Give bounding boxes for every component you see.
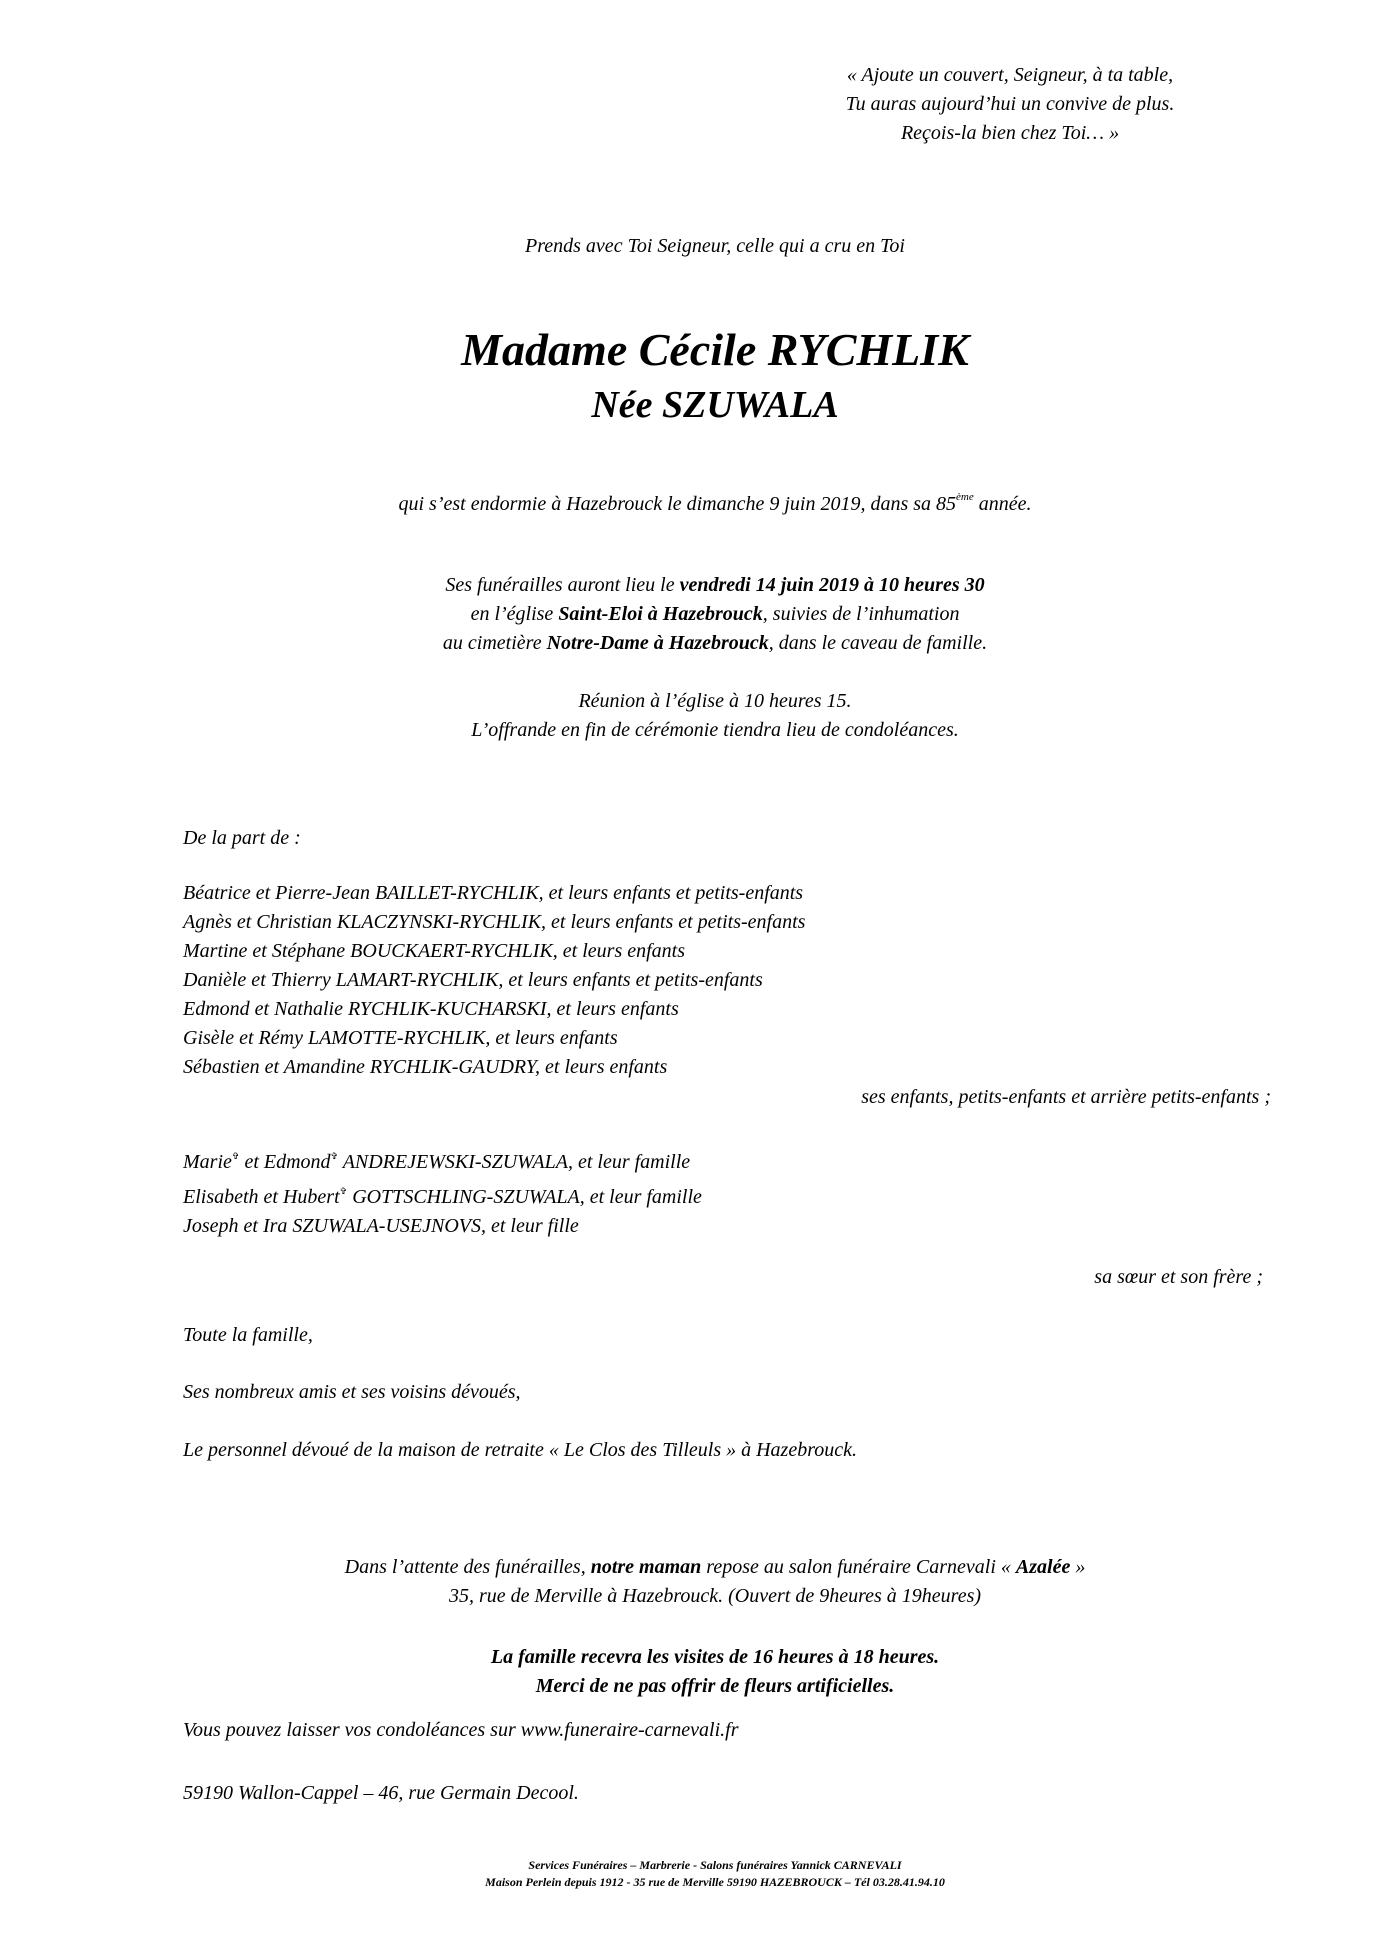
footer [0,1857,1378,1891]
condolences-line: Vous pouvez laisser vos condoléances sur www.funeraire-carnevali.fr [183,1719,739,1741]
maiden-name: Née SZUWALA [591,384,839,426]
family-entry: Edmond et Nathalie RYCHLIK-KUCHARSKI, et leurs enfants [183,998,679,1020]
funeral-line-cemetery [0,629,1378,658]
funeral-text: au cimetière [442,632,547,654]
prayer-line: Prends avec Toi Seigneur, celle qui a cru en Toi [525,235,905,257]
children-list [183,879,805,1082]
awaiting-line [0,1553,1378,1582]
quote-line: Reçois-la bien chez Toi… » [900,122,1120,144]
visits-details [0,1643,1378,1701]
awaiting-text: repose au salon funéraire Carnevali « [701,1556,1016,1578]
family-entry: Danièle et Thierry LAMART-RYCHLIK, et leurs enfants et petits-enfants [183,969,763,991]
address-line: 59190 Wallon-Cappel – 46, rue Germain Decool. [183,1782,579,1804]
children-summary: ses enfants, petits-enfants et arrière petits-enfants ; [861,1086,1271,1108]
siblings-list [183,1142,702,1241]
deceased-name: Madame Cécile RYCHLIK [461,324,969,375]
staff-line: Le personnel dévoué de la maison de retraite « Le Clos des Tilleuls » à Hazebrouck. [183,1439,857,1461]
quote-line: Tu auras aujourd’hui un convive de plus. [845,93,1175,115]
footer-line: Maison Perlein depuis 1912 - 35 rue de Merville 59190 HAZEBROUCK – Tél 03.28.41.94.10 [485,1875,945,1889]
meeting-line: L’offrande en fin de cérémonie tiendra lieu de condoléances. [471,719,959,741]
family-entry [183,1142,702,1177]
meeting-line: Réunion à l’église à 10 heures 15. [578,690,852,712]
death-announcement [0,483,1378,519]
deceased-cross-icon: ✞ [339,1186,348,1196]
ordinal-superscript: ème [956,491,974,503]
funeral-church: Saint-Eloi à Hazebrouck [558,603,763,625]
awaiting-text: » [1070,1556,1086,1578]
awaiting-details [0,1553,1378,1611]
death-text: qui s’est endormie à Hazebrouck le dimanche 9 juin 2019, dans sa 85 [398,493,957,515]
family-entry: Sébastien et Amandine RYCHLIK-GAUDRY, et leurs enfants [183,1056,668,1078]
siblings-summary: sa sœur et son frère ; [1094,1266,1263,1288]
sibling-name: Elisabeth et Hubert [183,1186,340,1208]
quote-line: « Ajoute un couvert, Seigneur, à ta table, [846,64,1174,86]
awaiting-text: Dans l’attente des funérailles, [344,1556,591,1578]
family-entry: Joseph et Ira SZUWALA-USEJNOVS, et leur fille [183,1215,579,1237]
awaiting-line: 35, rue de Merville à Hazebrouck. (Ouvert de 9heures à 19heures) [448,1585,982,1607]
sibling-name: ANDREJEWSKI-SZUWALA, et leur famille [338,1151,691,1173]
family-entry: Béatrice et Pierre-Jean BAILLET-RYCHLIK, et leurs enfants et petits-enfants [183,882,804,904]
funeral-text: en l’église [470,603,559,625]
family-entry: Gisèle et Rémy LAMOTTE-RYCHLIK, et leurs enfants [183,1027,618,1049]
meeting-details [0,687,1378,745]
death-text-end: année. [973,493,1032,515]
from-label: De la part de : [183,827,301,849]
funeral-text: , suivies de l’inhumation [762,603,960,625]
family-all: Toute la famille, [183,1324,313,1346]
funeral-line-church [0,600,1378,629]
sibling-name: GOTTSCHLING-SZUWALA, et leur famille [347,1186,702,1208]
family-entry: Agnès et Christian KLACZYNSKI-RYCHLIK, et leurs enfants et petits-enfants [183,911,806,933]
family-entry: Martine et Stéphane BOUCKAERT-RYCHLIK, et leurs enfants [183,940,686,962]
visits-line: Merci de ne pas offrir de fleurs artificielles. [535,1675,895,1697]
sibling-name: Marie [183,1151,232,1173]
sibling-name: et Edmond [239,1151,331,1173]
friends-line: Ses nombreux amis et ses voisins dévoués, [183,1381,521,1403]
funeral-text: Ses funérailles auront lieu le [445,574,680,596]
opening-quote [790,61,1230,148]
funeral-cemetery: Notre-Dame à Hazebrouck [546,632,769,654]
visits-line: La famille recevra les visites de 16 heures à 18 heures. [490,1646,940,1668]
deceased-cross-icon: ✞ [330,1151,339,1161]
family-entry [183,1177,702,1212]
footer-line: Services Funéraires – Marbrerie - Salons funéraires Yannick CARNEVALI [528,1858,902,1872]
salon-name: Azalée [1015,1556,1071,1578]
funeral-text: , dans le caveau de famille. [768,632,988,654]
funeral-date: vendredi 14 juin 2019 à 10 heures 30 [679,574,985,596]
funeral-line-date [0,571,1378,600]
deceased-cross-icon: ✞ [231,1151,240,1161]
awaiting-emphasis: notre maman [590,1556,702,1578]
funeral-details [0,571,1378,658]
